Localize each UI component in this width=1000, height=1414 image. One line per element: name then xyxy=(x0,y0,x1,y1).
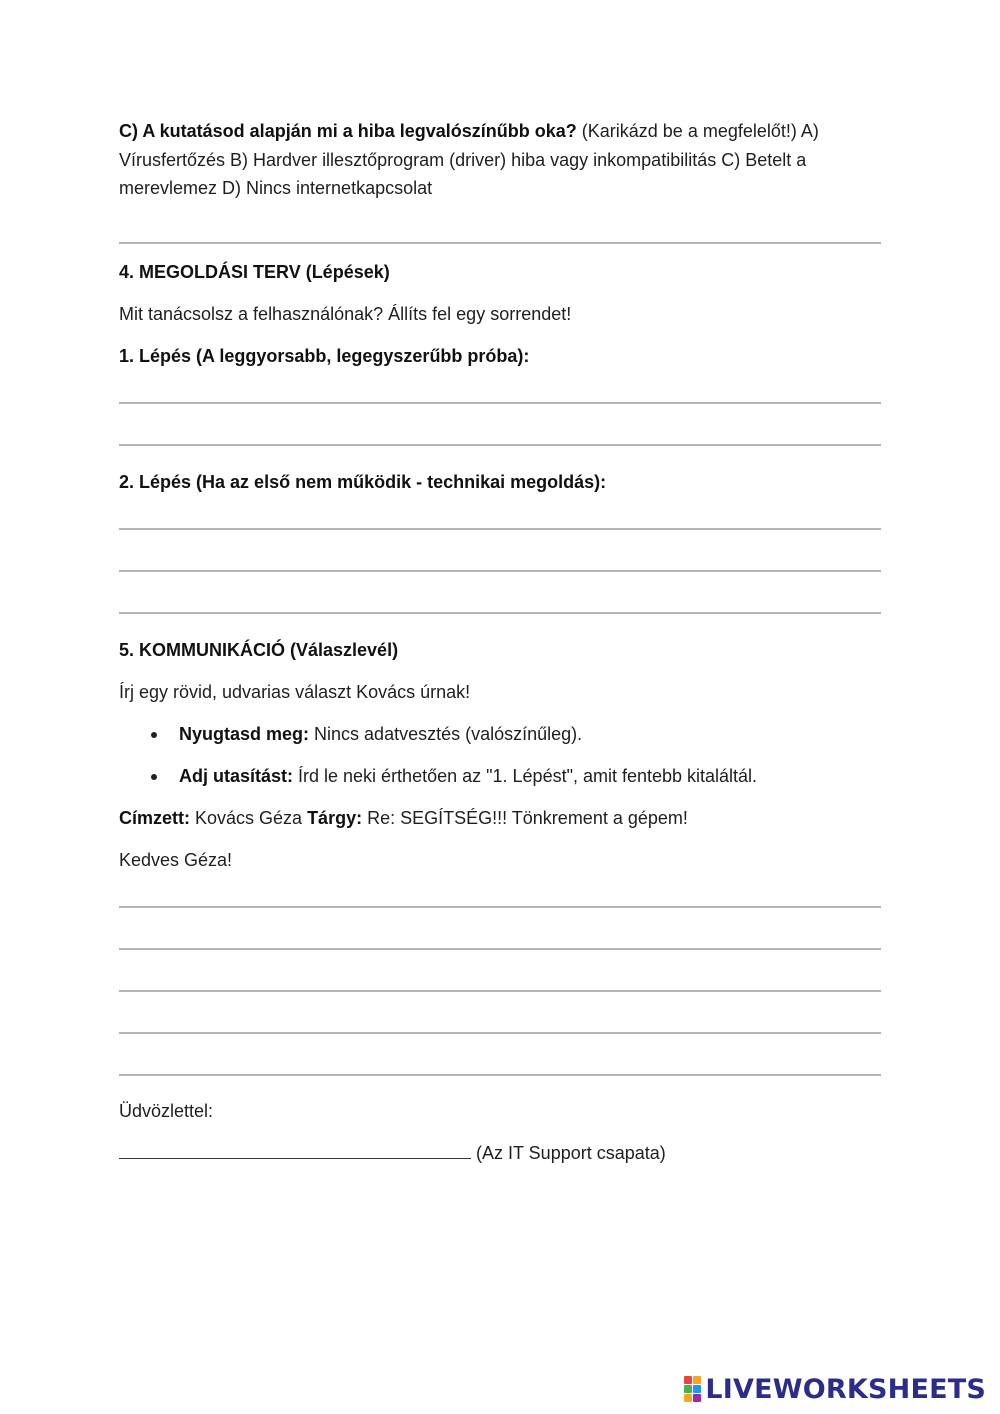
signature-row xyxy=(119,1139,666,1168)
email-header xyxy=(119,804,688,833)
bullet-icon xyxy=(151,774,157,780)
bullet-text: Írd le neki érthetően az "1. Lépést", amit fentebb kitaláltál. xyxy=(293,766,758,786)
bullet-text: Nincs adatvesztés (valószínűleg). xyxy=(309,724,583,744)
letter-answer-line-5[interactable] xyxy=(119,1074,881,1076)
liveworksheets-logo xyxy=(684,1374,986,1404)
letter-answer-line-1[interactable] xyxy=(119,906,881,908)
letter-answer-line-4[interactable] xyxy=(119,1032,881,1034)
section4-heading: 4. MEGOLDÁSI TERV (Lépések) xyxy=(119,262,390,282)
section5-intro: Írj egy rövid, udvarias választ Kovács úrnak! xyxy=(119,682,471,702)
step2-answer-line-1[interactable] xyxy=(119,528,881,530)
step2-answer-line-2[interactable] xyxy=(119,570,881,572)
step1-answer-line-2[interactable] xyxy=(119,444,881,446)
liveworksheets-mark-icon xyxy=(684,1376,701,1402)
section4-intro: Mit tanácsolsz a felhasználónak? Állíts fel egy sorrendet! xyxy=(119,304,572,324)
section5-heading: 5. KOMMUNIKÁCIÓ (Válaszlevél) xyxy=(119,640,399,660)
step1-answer-line-1[interactable] xyxy=(119,402,881,404)
greeting: Kedves Géza! xyxy=(119,850,233,870)
step2-answer-line-3[interactable] xyxy=(119,612,881,614)
letter-answer-line-3[interactable] xyxy=(119,990,881,992)
step1-label: 1. Lépés (A leggyorsabb, legegyszerűbb próba): xyxy=(119,346,530,366)
step2-label: 2. Lépés (Ha az első nem működik - technikai megoldás): xyxy=(119,472,607,492)
subject-value: Re: SEGÍTSÉG!!! Tönkrement a gépem! xyxy=(362,808,688,828)
closing: Üdvözlettel: xyxy=(119,1101,214,1121)
signature-line[interactable] xyxy=(119,1140,471,1159)
letter-answer-line-2[interactable] xyxy=(119,948,881,950)
bullet-bold: Nyugtasd meg: xyxy=(179,724,310,744)
recipient-label: Címzett: xyxy=(119,808,190,828)
question-c xyxy=(119,117,881,203)
bullet-bold: Adj utasítást: xyxy=(179,766,294,786)
bullet-icon xyxy=(151,732,157,738)
logo-text: LIVEWORKSHEETS xyxy=(705,1373,986,1405)
section-divider xyxy=(119,242,881,244)
question-c-label: C) A kutatásod alapján mi a hiba legvalószínűbb oka? xyxy=(119,121,577,141)
subject-label: Tárgy: xyxy=(307,808,363,828)
question-c-text: (Karikázd be a megfelelőt!) A) Vírusfertőzés B) Hardver illesztőprogram (driver) hiba vagy inkompatibilitás C) Betelt a merevlemez D) Nincs internetkapcsolat xyxy=(119,121,819,198)
recipient-value: Kovács Géza xyxy=(190,808,308,828)
signature-suffix: (Az IT Support csapata) xyxy=(471,1143,666,1163)
